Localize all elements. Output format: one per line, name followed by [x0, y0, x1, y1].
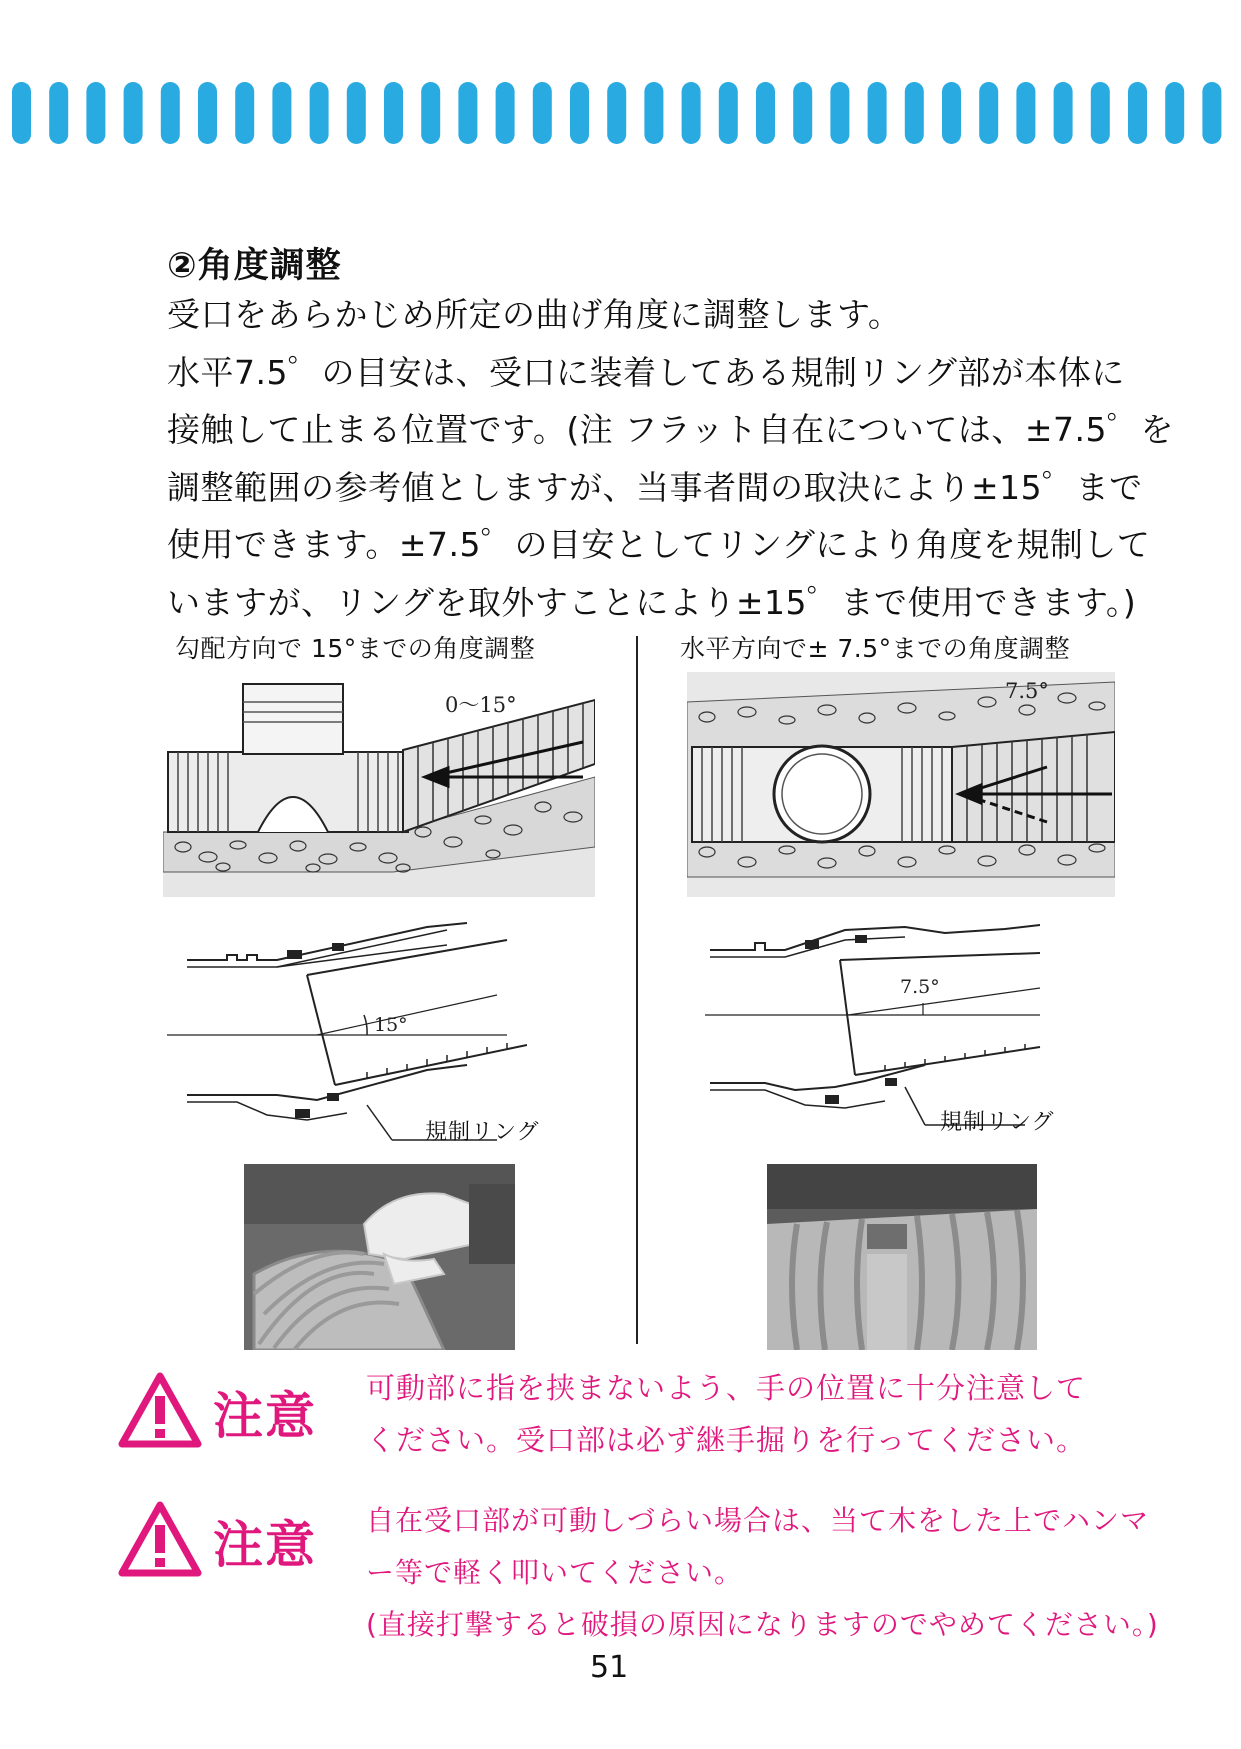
- caution-label: 注意: [213, 1516, 317, 1574]
- section-angle-label: 15°: [374, 1014, 408, 1036]
- band-pill: [124, 82, 143, 144]
- band-pill: [868, 82, 887, 144]
- band-pill: [1165, 82, 1184, 144]
- right-ring-label: 規制リング: [940, 1110, 1055, 1135]
- right-section-angle-label: 7.5°: [900, 976, 940, 998]
- band-pill: [533, 82, 552, 144]
- caution-text: [366, 1362, 1146, 1466]
- page-number: 51: [590, 1650, 629, 1685]
- band-pill: [1054, 82, 1073, 144]
- right-pipe-ground-illustration: [687, 672, 1115, 897]
- angle-range-label: 0〜15°: [445, 693, 517, 717]
- caution-line: ください。受口部は必ず継手掘りを行ってください。: [366, 1423, 1087, 1457]
- band-pill: [86, 82, 105, 144]
- caution-text: [366, 1495, 1159, 1651]
- band-pill: [12, 82, 31, 144]
- paragraph-line: 接触して止まる位置です。(注 フラット自在については、±7.5゜を: [167, 410, 1175, 449]
- band-pill: [310, 82, 329, 144]
- caution-label: 注意: [213, 1387, 317, 1445]
- section-title: ②角度調整: [167, 246, 342, 286]
- paragraph-line: 水平7.5゜の目安は、受口に装着してある規制リング部が本体に: [167, 352, 1125, 392]
- band-pill: [756, 82, 775, 144]
- caution-line: 可動部に指を挟まないよう、手の位置に十分注意して: [366, 1371, 1087, 1405]
- band-pill: [496, 82, 515, 144]
- left-photo-hands-adjusting-pipe: [244, 1164, 515, 1350]
- band-pill: [49, 82, 68, 144]
- left-ring-label: 規制リング: [425, 1120, 540, 1145]
- caution-line: 自在受口部が可動しづらい場合は、当て木をした上でハンマ: [366, 1504, 1150, 1537]
- band-pill: [979, 82, 998, 144]
- caution-block: [118, 1368, 1128, 1478]
- band-pill: [719, 82, 738, 144]
- left-pipe-ground-illustration: [163, 682, 595, 897]
- paragraph-line: 使用できます。±7.5゜の目安としてリングにより角度を規制して: [167, 525, 1151, 564]
- right-cross-section-diagram: [705, 915, 1045, 1135]
- band-pill: [347, 82, 366, 144]
- caution-block: [118, 1495, 1159, 1645]
- caution-line: (直接打撃すると破損の原因になりますのでやめてください。): [366, 1608, 1159, 1641]
- band-pill: [682, 82, 701, 144]
- paragraph-line: 受口をあらかじめ所定の曲げ角度に調整します。: [167, 295, 902, 334]
- band-pill: [1202, 82, 1221, 144]
- band-pill: [644, 82, 663, 144]
- band-pill: [161, 82, 180, 144]
- band-pill: [235, 82, 254, 144]
- band-pill: [905, 82, 924, 144]
- band-pill: [421, 82, 440, 144]
- band-pill: [458, 82, 477, 144]
- right-column-heading: 水平方向で± 7.5°までの角度調整: [680, 634, 1071, 663]
- left-cross-section-diagram: [167, 915, 527, 1145]
- warning-triangle-icon: [118, 1501, 202, 1577]
- band-pill: [384, 82, 403, 144]
- band-pill: [942, 82, 961, 144]
- right-photo-pipe-joint-closeup: [767, 1164, 1037, 1350]
- band-pill: [272, 82, 291, 144]
- paragraph-line: 調整範囲の参考値としますが、当事者間の取決により±15゜まで: [167, 467, 1143, 507]
- warning-triangle-icon: [118, 1372, 202, 1448]
- paragraph-line: いますが、リングを取外すことにより±15゜まで使用できます。): [167, 582, 1137, 622]
- band-pill: [1128, 82, 1147, 144]
- caution-line: ー等で軽く叩いてください。: [366, 1556, 744, 1589]
- band-pill: [570, 82, 589, 144]
- band-pill: [607, 82, 626, 144]
- left-column-heading: 勾配方向で 15°までの角度調整: [175, 634, 536, 663]
- band-pill: [793, 82, 812, 144]
- band-pill: [198, 82, 217, 144]
- column-divider: [636, 636, 638, 1344]
- band-pill: [1091, 82, 1110, 144]
- body-paragraph: [167, 286, 1175, 631]
- angle-label-top: 7.5°: [1005, 679, 1049, 703]
- top-decorative-band: [0, 82, 1241, 144]
- band-pill: [830, 82, 849, 144]
- band-pill: [1016, 82, 1035, 144]
